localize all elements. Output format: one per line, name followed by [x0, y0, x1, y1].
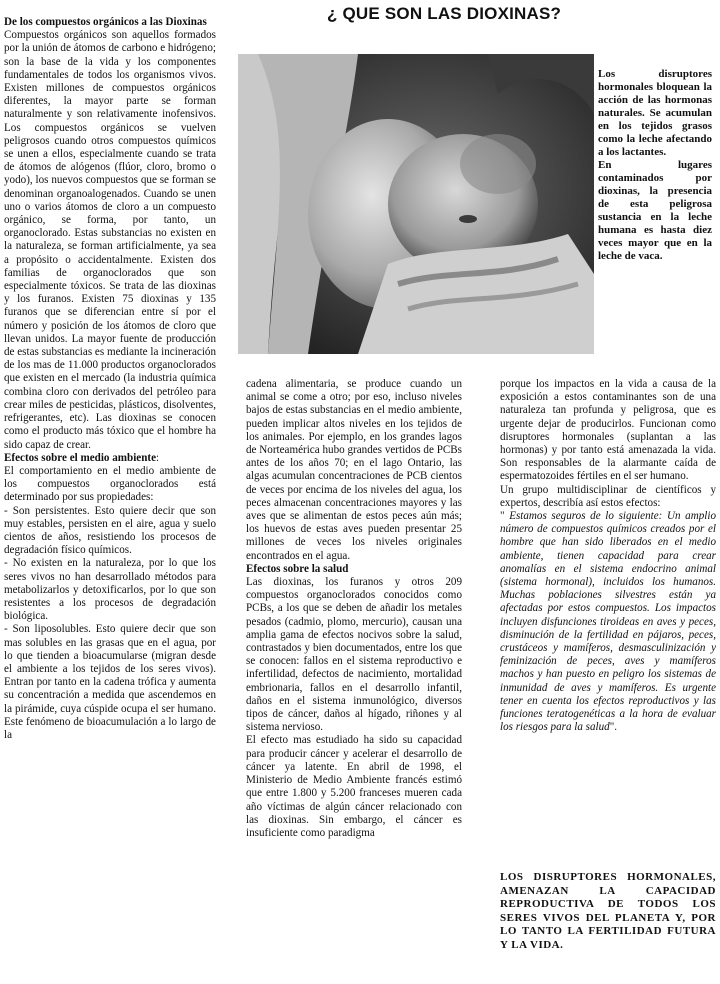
- column-2: [246, 378, 462, 840]
- paragraph-food-chain: cadena alimentaria, se produce cuando un animal se come a otro; por eso, incluso niveles bajos de estas substancias en el medio ambiente, pueden implicar altos niveles en los tejidos de los animales. Por ejemplo, en los grandes lagos de Norteamérica hubo grandes vertidos de PCBs antes de los años 70; en el lago Ontario, las algas acumulan concentraciones de PCB cientos de veces por encima de los niveles del agua, los peces almacenan concentraciones mayores y las aves que se alimentan de estos peces aún más; los huevos de estas aves pueden presentar 25 millones de veces los niveles originales encontrados en el agua.: [246, 378, 462, 562]
- photo-illustration: [238, 54, 594, 354]
- paragraph-cancer: El efecto mas estudiado ha sido su capacidad para producir cáncer y acelerar el desarrollo de cáncer ya latente. En abril de 1998, el Ministerio de Medio Ambiente francés estimó que entre 1.800 y 5.200 franceses mueren cada año víctimas de algún cáncer relacionado con las dioxinas. Sin embargo, el cáncer es insuficiente como paradigma: [246, 734, 462, 839]
- column-3: [500, 378, 716, 734]
- breastfeeding-photo: [238, 54, 594, 354]
- heading-suffix: :: [156, 451, 160, 464]
- caption-paragraph-2: En lugares contaminados por dioxinas, la presencia de esta peligrosa sustancia en la leche humana es hasta diez veces mayor que en la leche de vaca.: [598, 159, 712, 262]
- paragraph-organic-compounds: Compuestos orgánicos son aquellos formados por la unión de átomos de carbono e hidrógeno; son la base de la vida y los componentes fundamentales de todos los organismos vivos. Existen millones de compuestos orgánicos diferentes, la mayor parte se forman naturalmente y son relativamente inofensivos. Los compuestos orgánicos se vuelven peligrosos cuando otros compuestos químicos se unen a ellos, especialmente cuando se trata de átomos de alógenos (flúor, cloro, bromo o yodo), los nuevos compuestos que se forman se denominan organoalogenados. Cuando se unen uno o varios átomos de cloro a un compuesto orgánico, se forma, por tanto, un organoclorado. Estas substancias no existen en la naturaleza, se forman artificialmente, ya sea a propósito o accidentalmente. Existen dos familias de organoclorados que son especialmente tóxicos. Se trata de las dioxinas y los furanos. Existen 75 dioxinas y 135 furanos que se diferencian entre sí por el número y posición de los átomos de cloro que llevan unidos. La mayor fuente de producción de estas substancias es mediante la incineración de los mas de 11.000 productos organoclorados que existen en el mercado (la industria química combina cloro con derivados del petróleo para crear miles de pesticidas, plásticos, disolventes, refrigerantes, etc). Las dioxinas se conocen como el producto más tóxico que el hombre ha sido capaz de crear.: [4, 29, 216, 451]
- section-heading-environment: [4, 452, 216, 465]
- paragraph-not-natural: - No existen en la naturaleza, por lo que los seres vivos no han desarrollado métodos para metabolizarlos y detoxificarlos, por lo que son resistentes a los procesos de degradación biológica.: [4, 557, 216, 623]
- page-title: ¿ QUE SON LAS DIOXINAS?: [327, 4, 562, 23]
- section-heading-dioxins: De los compuestos orgánicos a las Dioxinas: [4, 16, 207, 28]
- paragraph-experts: Un grupo multidisciplinar de científicos y expertos, describía así estos efectos:: [500, 483, 716, 509]
- paragraph-environment-intro: El comportamiento en el medio ambiente de los compuestos organoclorados está determinado por sus propiedades:: [4, 464, 216, 504]
- paragraph-liposoluble: - Son liposolubles. Esto quiere decir que son mas solubles en las grasas que en el agua, por lo que tienden a bioacumularse (migran desde el ambiente a los tejidos de los seres vivos). Entran por tanto en la cadena trófica y aumenta su concentración a medida que ascendemos en la pirámide, cuya cúspide ocupa el ser humano. Este fenómeno de bioacumulación a lo largo de la: [4, 623, 216, 741]
- heading-text: Efectos sobre el medio ambiente: [4, 451, 156, 464]
- column-1: [4, 16, 216, 742]
- paragraph-impacts: porque los impactos en la vida a causa de la exposición a estos contaminantes son de una naturaleza tan profunda y peligrosa, que es urgente dejar de producirlos. Funcionan como disruptores hormonales (suplantan a las hormonas) y por tanto está amenazada la vida. Son responsables de la alarmante caída de espermatozoides fértiles en el ser humano.: [500, 378, 716, 483]
- closing-statement: LOS DISRUPTORES HORMONALES, AMENAZAN LA CAPACIDAD REPRODUCTIVA DE TODOS LOS SERES VIVOS DEL PLANETA Y, POR LO TANTO LA FERTILIDAD FUTURA Y LA VIDA.: [500, 871, 716, 951]
- quote-close: ".: [609, 721, 618, 734]
- expert-quote: [500, 510, 716, 734]
- paragraph-persistent: - Son persistentes. Esto quiere decir que son muy estables, persisten en el aire, agua y suelo cientos de años, resistiendo los procesos de degradación físico químicos.: [4, 504, 216, 557]
- quote-open: ": [500, 510, 505, 523]
- caption-paragraph-1: Los disruptores hormonales bloquean la acción de las hormonas naturales. Se acumulan en los tejidos grasos como la leche afectando a los lactantes.: [598, 68, 712, 158]
- paragraph-health-effects: Las dioxinas, los furanos y otros 209 compuestos organoclorados conocidos como PCBs, a los que se deben de añadir los metales pesados (cadmio, plomo, mercurio), causan una amplia gama de efectos nocivos sobre la salud, contrastados y bien documentados, entre los que se conocen: fallos en el sistema reproductivo e infertilidad, defectos de nacimiento, mortalidad embrionaria, fallos en el desarrollo infantil, daños en el sistema inmunológico, diversos tipos de cáncer, daños al hígado, riñones y al sistema nervioso.: [246, 576, 462, 734]
- section-heading-health: Efectos sobre la salud: [246, 562, 349, 575]
- photo-caption: [598, 68, 712, 263]
- quote-text: Estamos seguros de lo siguiente: Un amplio número de compuestos químicos creados por el hombre que han sido liberados en el medio ambiente, tienen capacidad para crear anomalías en el sistema endocrino animal (sistema hormonal), incluidos los humanos. Muchas poblaciones silvestres están ya afectadas por estos compuestos. Los impactos incluyen disfunciones tiroideas en aves y peces, disminución de la fertilidad en pájaros, peces, crustáceos y mamíferos, desmasculinización y feminización de peces, aves y mamíferos machos y han puesto en peligro los sistemas de inmunidad de aves y mamíferos. Es urgente tener en cuenta los efectos reproductivos y las funciones teratogenéticas a la hora de evaluar los riesgos para la salud: [500, 510, 716, 734]
